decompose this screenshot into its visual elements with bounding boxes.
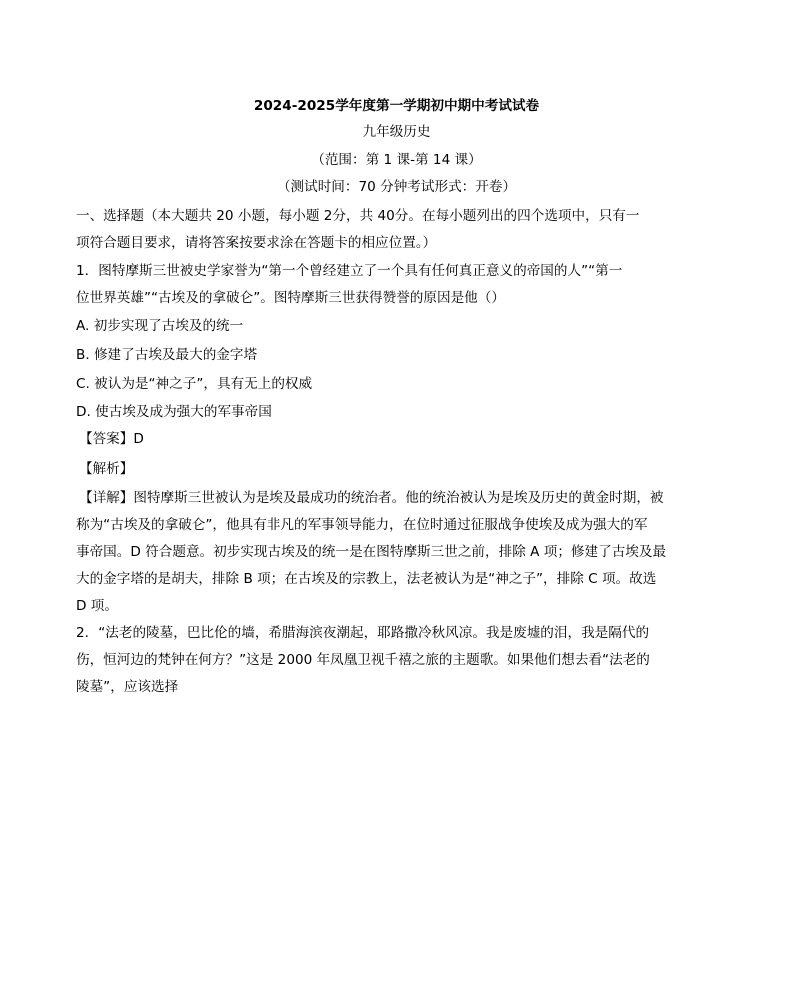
detail-line: 【详解】图特摩斯三世被认为是埃及最成功的统治者。他的统治被认为是埃及历史的黄金时期，被 xyxy=(79,490,664,506)
question1-stem-line2: 位世界英雄”“古埃及的拿破仑”。图特摩斯三世获得赞誉的原因是他（） xyxy=(76,290,505,306)
exam-subject: 九年级历史 xyxy=(362,124,431,140)
exam-test-info: （测试时间：70 分钟考试形式：开卷） xyxy=(276,179,517,195)
option-c: C. 被认为是“神之子”，具有无上的权威 xyxy=(76,376,313,392)
answer-label: 【答案】D xyxy=(79,431,144,447)
question1-stem-line1: 1．图特摩斯三世被史学家誉为“第一个曾经建立了一个具有任何真正意义的帝国的人”“第一 xyxy=(76,263,623,279)
question2-stem-line: 伤，恒河边的梵钟在何方？”这是 2000 年凤凰卫视千禧之旅的主题歌。如果他们想去看“法老的 xyxy=(76,652,650,668)
option-a: A. 初步实现了古埃及的统一 xyxy=(76,318,244,334)
detail-line: 称为“古埃及的拿破仑”，他具有非凡的军事领导能力，在位时通过征服战争使埃及成为强大的军 xyxy=(76,517,648,533)
exam-scope: （范围：第 1 课-第 14 课） xyxy=(311,152,482,168)
detail-line: 事帝国。D 符合题意。初步实现古埃及的统一是在图特摩斯三世之前，排除 A 项；修建了古埃及最 xyxy=(76,544,667,560)
analysis-label: 【解析】 xyxy=(79,461,134,477)
section-instruction-line1: 一、选择题（本大题共 20 小题，每小题 2分，共 40分。在每小题列出的四个选项中，只有一 xyxy=(76,208,640,224)
option-d: D. 使古埃及成为强大的军事帝国 xyxy=(76,404,272,420)
question2-stem-line: 陵墓”，应该选择 xyxy=(76,679,179,695)
section-instruction-line2: 项符合题目要求，请将答案按要求涂在答题卡的相应位置。） xyxy=(76,235,437,251)
option-b: B. 修建了古埃及最大的金字塔 xyxy=(76,347,258,363)
detail-line: 大的金字塔的是胡夫，排除 B 项；在古埃及的宗教上，法老被认为是“神之子”，排除 C 项。故选 xyxy=(76,571,657,587)
question2-stem-line: 2．“法老的陵墓，巴比伦的墙，希腊海滨夜潮起，耶路撒冷秋风凉。我是废墟的泪，我是隔代的 xyxy=(76,625,650,641)
exam-title: 2024-2025学年度第一学期初中期中考试试卷 xyxy=(253,98,540,114)
detail-line: D 项。 xyxy=(76,598,118,614)
